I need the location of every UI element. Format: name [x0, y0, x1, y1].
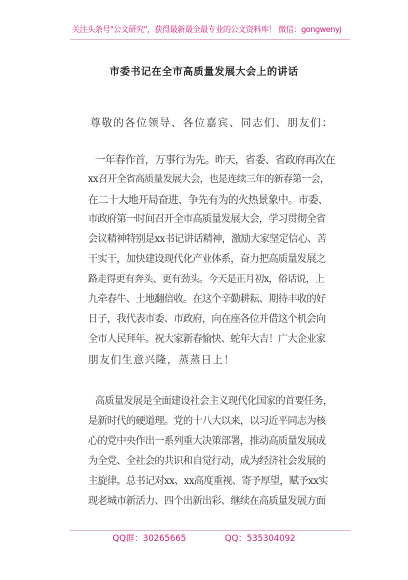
paragraph-line: 是新时代的硬道理。党的十八大以来，以习近平同志为核: [88, 416, 326, 427]
footer-qq-number: QQ：535304092: [224, 534, 296, 544]
paragraph-line: 全市人民拜年。祝大家新春愉快、蛇年大吉！广大企业家: [88, 334, 326, 345]
paragraph-line: 九牵春牛、土地翻倍收。在这个辛勤耕耘、期待丰收的好: [88, 294, 326, 305]
paragraph-line: 在二十大地开局奋进、争先有为的火热景象中。市委、: [88, 194, 328, 206]
footer-qq-group: QQ群：30265665: [112, 534, 187, 544]
paragraph-line: 朋友们生意兴隆，蒸蒸日上！: [88, 354, 235, 366]
paragraph-line: xx召开全省高质量发展大会，也是连续三年的新春第一会，: [88, 174, 330, 185]
document-title: 市委书记在全市高质量发展大会上的讲话: [109, 67, 299, 78]
paragraph-line: 主旋律。总书记对xx、xx高度重视、寄予厚望，赋予xx实: [88, 476, 328, 487]
salutation: 尊敬的各位领导、各位嘉宾、同志们、朋友们：: [90, 117, 334, 129]
paragraph-line: 现老城市新活力、四个出新出彩、继续在高质量发展方面: [88, 496, 326, 507]
header-banner: 关注头条号"公文研究"，获得最新最全最专业的公文资料库！ 微信：gongwenyj: [72, 25, 342, 34]
paragraph-line: 日子，我代表市委、市政府，向在座各位并借这个机会向: [88, 314, 326, 325]
paragraph-line: 会议精神特别是xx书记讲话精神，激励大家坚定信心、苦: [88, 234, 327, 245]
header-divider: [70, 39, 350, 40]
footer-contact: [0, 534, 408, 544]
paragraph-line: 市政府第一时间召开全市高质量发展大会，学习贯彻全省: [88, 214, 326, 225]
paragraph-line: 干实干，加快建设现代化产业体系，奋力把高质量发展之: [88, 254, 326, 265]
paragraph-line: 高质量发展是全面建设社会主义现代化国家的首要任务，: [95, 396, 333, 407]
paragraph-line: 一年春作首，万事行为先。昨天，省委、省政府再次在: [95, 154, 335, 166]
paragraph-line: 路走得更有奔头、更有劲头。今天是正月初x，俗话说，上: [88, 274, 325, 285]
paragraph-line: 心的党中央作出一系列重大决策部署，推动高质量发展成: [88, 436, 326, 447]
footer-divider: [70, 530, 350, 531]
paragraph-line: 为全党、全社会的共识和自觉行动，成为经济社会发展的: [88, 456, 326, 467]
